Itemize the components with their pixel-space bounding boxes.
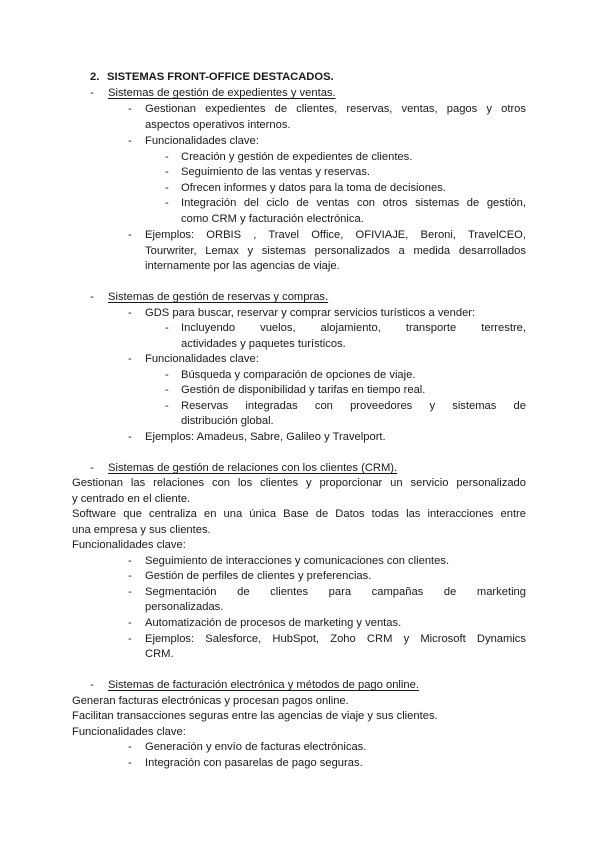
list-item: Ofrecen informes y datos para la toma de decisiones. xyxy=(181,182,446,194)
list-item: Integración con pasarelas de pago seguras. xyxy=(145,757,363,769)
bullet: - xyxy=(90,87,94,99)
bullet: - xyxy=(165,400,169,412)
paragraph: Gestionan las relaciones con los clientes y proporcionar un servicio personalizado xyxy=(72,477,526,489)
bullet: - xyxy=(165,151,169,163)
bullet: - xyxy=(165,197,169,209)
bullet: - xyxy=(90,291,94,303)
bullet: - xyxy=(128,431,132,443)
bullet: - xyxy=(165,166,169,178)
bullet: - xyxy=(165,384,169,396)
page-title: SISTEMAS FRONT-OFFICE DESTACADOS. xyxy=(107,71,334,83)
list-item: Funcionalidades clave: xyxy=(145,353,259,365)
list-item: Seguimiento de las ventas y reservas. xyxy=(181,166,371,178)
list-item: Ejemplos: ORBIS , Travel Office, OFIVIAJE, Beroni, TravelCEO, xyxy=(145,229,526,241)
list-item: Gestión de perfiles de clientes y preferencias. xyxy=(145,570,372,582)
list-item: Gestión de disponibilidad y tarifas en tiempo real. xyxy=(181,384,426,396)
bullet: - xyxy=(128,570,132,582)
list-item: Gestionan expedientes de clientes, reservas, ventas, pagos y otros xyxy=(145,103,526,115)
bullet: - xyxy=(165,182,169,194)
list-item: Generación y envío de facturas electrónicas. xyxy=(145,741,367,753)
list-item: aspectos operativos internos. xyxy=(145,119,291,131)
list-item: personalizadas. xyxy=(145,601,224,613)
list-item: Búsqueda y comparación de opciones de viaje. xyxy=(181,369,416,381)
bullet: - xyxy=(128,757,132,769)
paragraph: una empresa y sus clientes. xyxy=(72,524,211,536)
bullet: - xyxy=(128,633,132,645)
bullet: - xyxy=(128,617,132,629)
paragraph: Funcionalidades clave: xyxy=(72,539,186,551)
list-item: distribución global. xyxy=(181,415,274,427)
paragraph: Generan facturas electrónicas y procesan pagos online. xyxy=(72,695,349,707)
bullet: - xyxy=(128,307,132,319)
list-item: Ejemplos: Salesforce, HubSpot, Zoho CRM y Microsoft Dynamics xyxy=(145,633,526,645)
section-title: Sistemas de gestión de reservas y compras. xyxy=(108,291,329,303)
list-item: Reservas integradas con proveedores y sistemas de xyxy=(181,400,526,412)
list-item: como CRM y facturación electrónica. xyxy=(181,213,364,225)
list-item: Segmentación de clientes para campañas de marketing xyxy=(145,586,526,598)
bullet: - xyxy=(128,229,132,241)
paragraph: Funcionalidades clave: xyxy=(72,726,186,738)
bullet: - xyxy=(128,353,132,365)
bullet: - xyxy=(90,679,94,691)
bullet: - xyxy=(90,462,94,474)
list-item: Tourwriter, Lemax y sistemas personalizados a medida desarrollados xyxy=(145,245,526,257)
section-title: Sistemas de gestión de expedientes y ventas. xyxy=(108,87,336,99)
bullet: - xyxy=(128,103,132,115)
paragraph: Software que centraliza en una única Base de Datos todas las interacciones entre xyxy=(72,508,526,520)
heading-number: 2. xyxy=(90,71,100,83)
bullet: - xyxy=(165,322,169,334)
paragraph: y centrado en el cliente. xyxy=(72,493,191,505)
list-item: Ejemplos: Amadeus, Sabre, Galileo y Travelport. xyxy=(145,431,386,443)
list-item: GDS para buscar, reservar y comprar servicios turísticos a vender: xyxy=(145,307,476,319)
bullet: - xyxy=(128,741,132,753)
list-item: actividades y paquetes turísticos. xyxy=(181,338,346,350)
section-title: Sistemas de facturación electrónica y métodos de pago online. xyxy=(108,679,419,691)
list-item: Seguimiento de interacciones y comunicaciones con clientes. xyxy=(145,555,450,567)
paragraph: Facilitan transacciones seguras entre las agencias de viaje y sus clientes. xyxy=(72,710,438,722)
list-item: Integración del ciclo de ventas con otros sistemas de gestión, xyxy=(181,197,526,209)
bullet: - xyxy=(128,135,132,147)
list-item: Creación y gestión de expedientes de clientes. xyxy=(181,151,413,163)
bullet: - xyxy=(128,586,132,598)
section-title: Sistemas de gestión de relaciones con los clientes (CRM). xyxy=(108,462,398,474)
bullet: - xyxy=(128,555,132,567)
list-item: Funcionalidades clave: xyxy=(145,135,259,147)
list-item: Automatización de procesos de marketing y ventas. xyxy=(145,617,402,629)
list-item: CRM. xyxy=(145,648,174,660)
list-item: internamente por las agencias de viaje. xyxy=(145,260,340,272)
bullet: - xyxy=(165,369,169,381)
list-item: Incluyendo vuelos, alojamiento, transporte terrestre, xyxy=(181,322,526,334)
